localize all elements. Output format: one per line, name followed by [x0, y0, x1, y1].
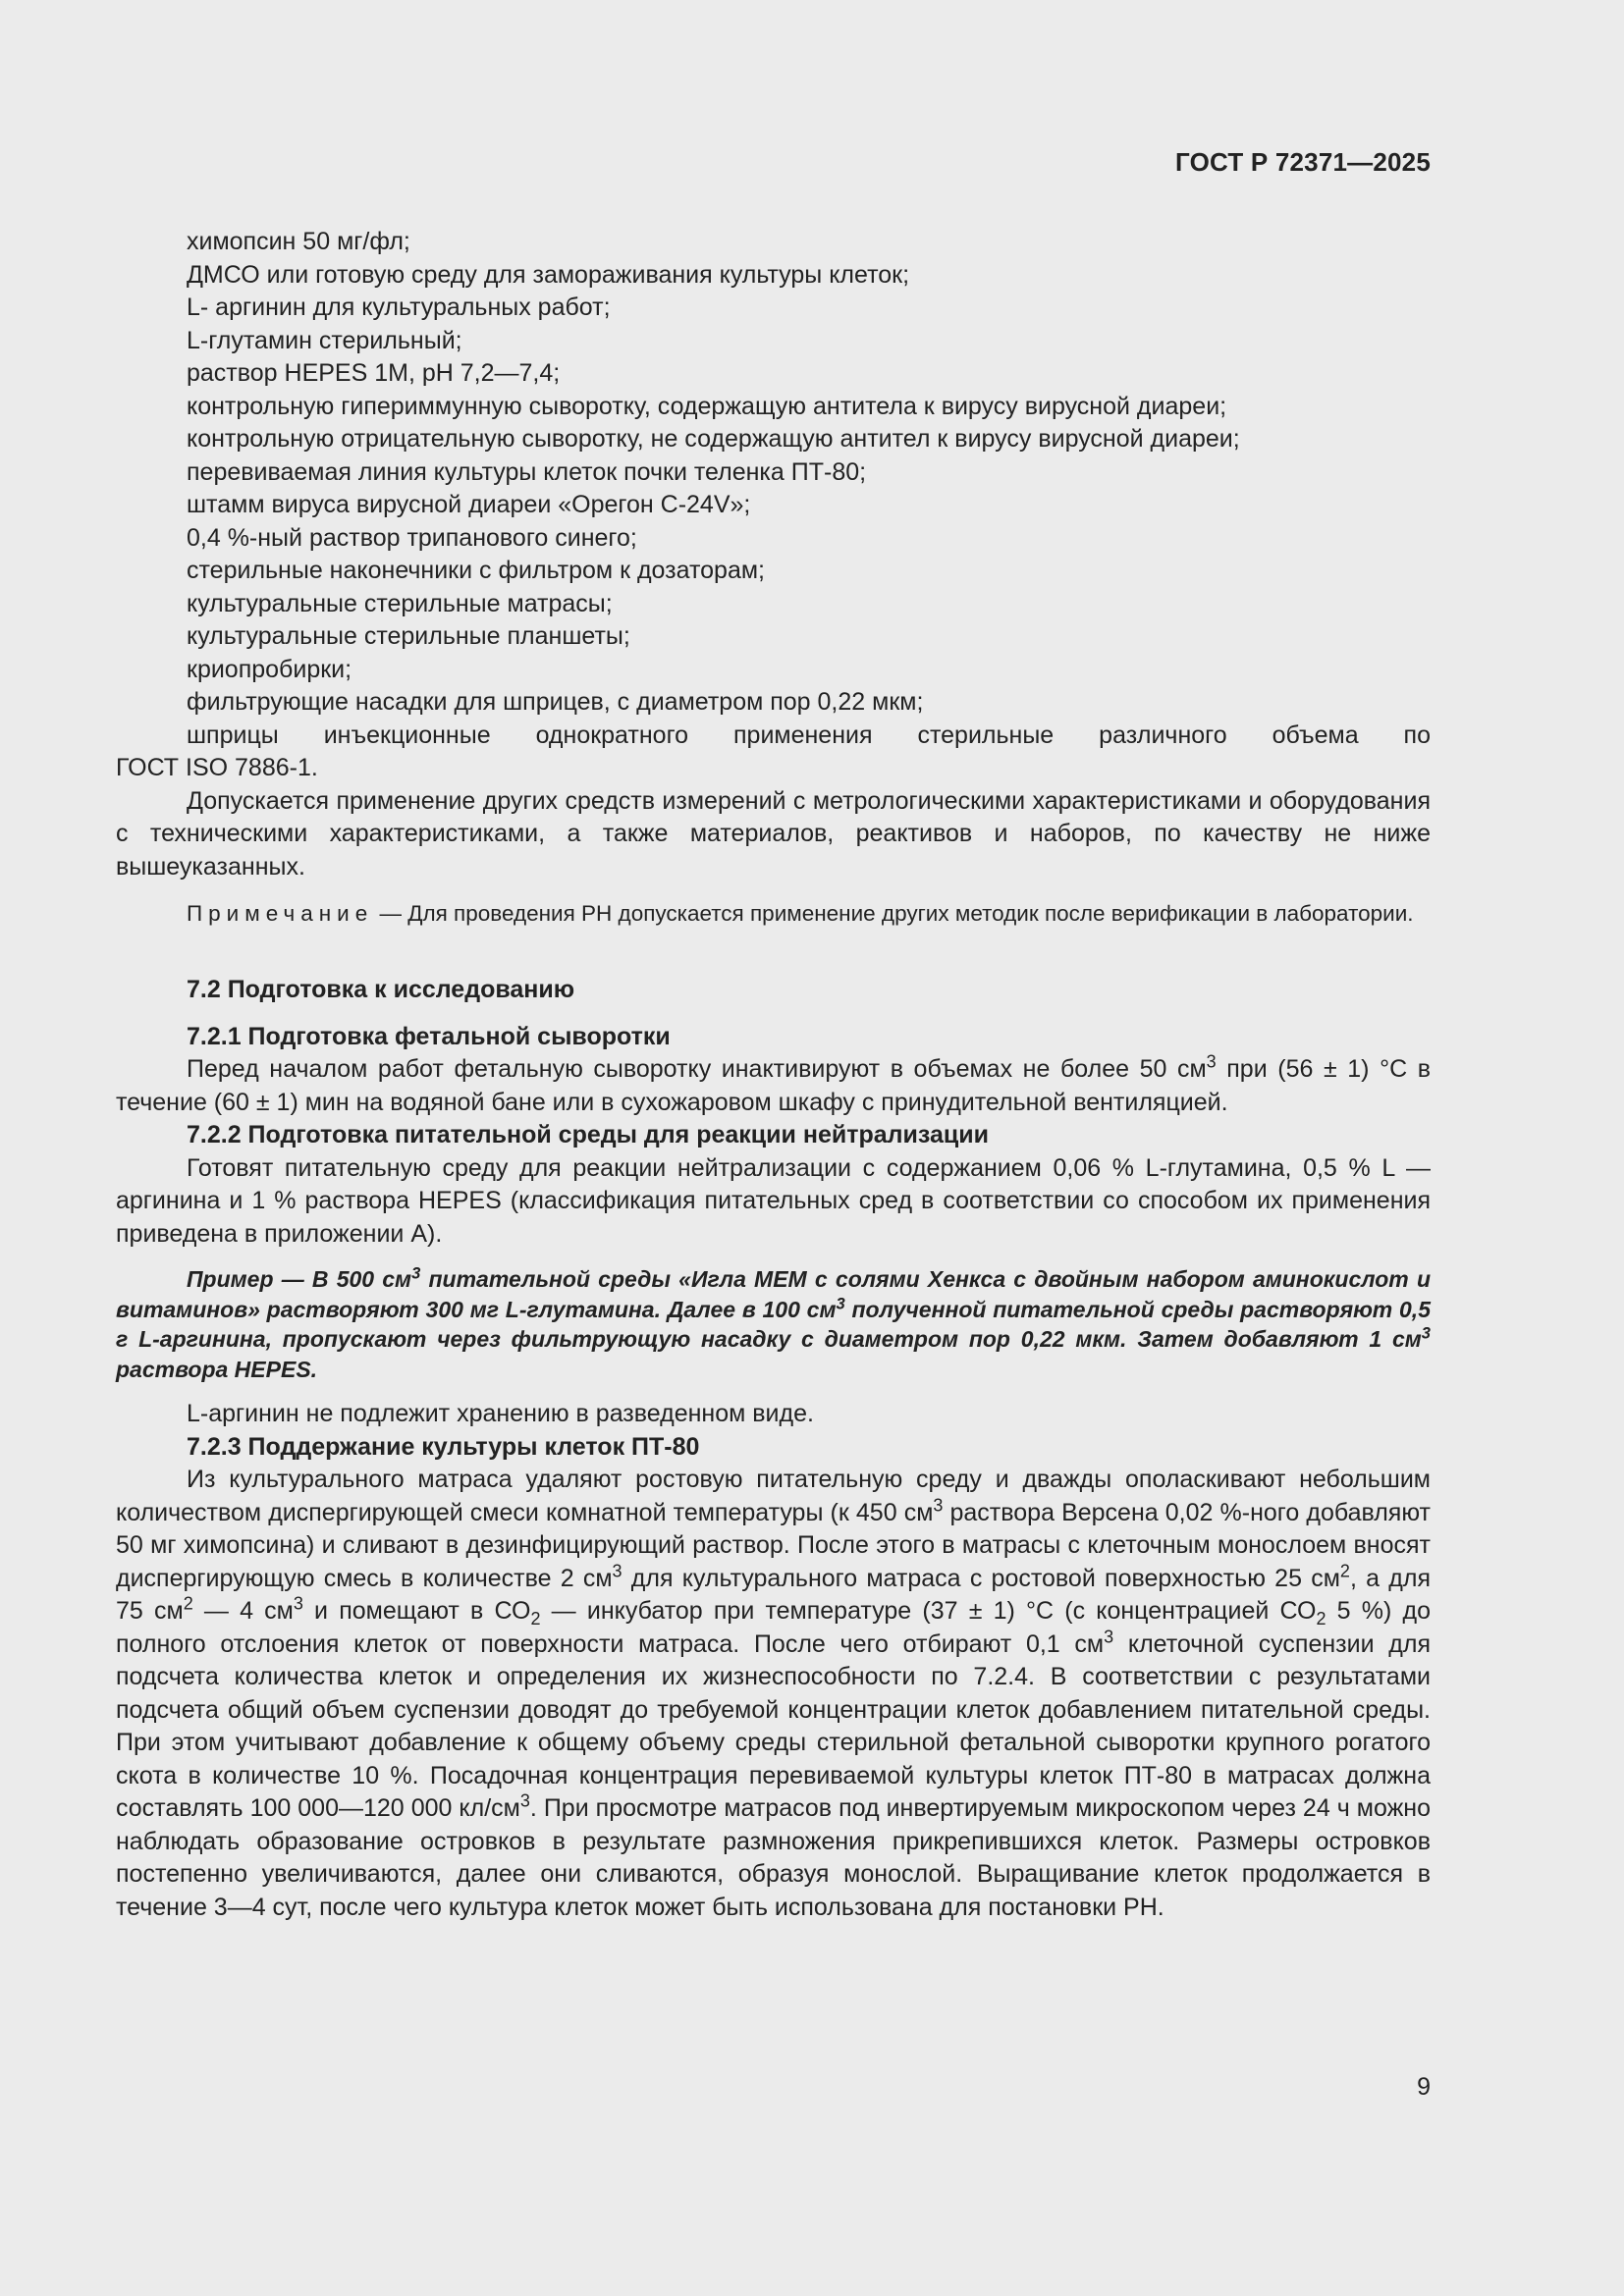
list-item: ДМСО или готовую среду для замораживания культуры клеток; — [187, 260, 910, 289]
allowance-paragraph: Допускается применение других средств измерений с метрологическими характеристиками и оборудования с техническими характеристиками, а также материалов, реактивов и наборов, по качеству не ниже вышеуказанных. — [116, 786, 1431, 881]
list-item: 0,4 %-ный раствор трипанового синего; — [187, 523, 637, 552]
list-item: фильтрующие насадки для шприцев, с диаметром пор 0,22 мкм; — [187, 688, 924, 716]
section-7-2-1-paragraph: Перед началом работ фетальную сыворотку инактивируют в объемах не более 50 $см^3$ при (56 ± 1) °С в течение (60 ± 1) мин на водяной бане или в сухожаровом шкафу с принудительной вентиляцией. — [116, 1051, 1431, 1116]
page-content — [116, 226, 1431, 1924]
materials-list — [116, 226, 1431, 785]
note-text: — Для проведения РН допускается применение других методик после верификации в лаборатории. — [379, 901, 1414, 926]
list-item: L- аргинин для культуральных работ; — [187, 294, 611, 321]
list-item: криопробирки; — [187, 655, 352, 683]
section-heading-7-2: 7.2 Подготовка к исследованию — [187, 976, 575, 1003]
section-heading-7-2-1: 7.2.1 Подготовка фетальной сыворотки — [187, 1022, 671, 1050]
document-id-header: ГОСТ Р 72371—2025 — [1175, 147, 1431, 177]
arginine-note: L-аргинин не подлежит хранению в разведенном виде. — [187, 1400, 814, 1427]
list-item-syringes-standard: ГОСТ ISO 7886-1. — [116, 754, 318, 781]
section-heading-7-2-2: 7.2.2 Подготовка питательной среды для реакции нейтрализации — [187, 1121, 989, 1148]
list-item-syringes: шприцы инъекционные однократного применения стерильные различного объема по — [187, 721, 1431, 749]
list-item: культуральные стерильные планшеты; — [187, 622, 630, 650]
section-7-2-3-paragraph: Из культурального матраса удаляют ростовую питательную среду и дважды ополаскивают небольшим количеством диспергирующей смеси комнатной температуры (к 450 $см^3$ раствора Версена 0,02 %-ного добавляют 50 мг химопсина) и сливают в дезинфицирующий раствор. После этого в матрасы с клеточным монослоем вносят диспергирующую смесь в количестве 2 $см^3$ для культурального матраса с ростовой поверхностью 25 $см^2$, а для 75 $см^2$ — 4 $см^3$ и помещают в $СО_2$ — инкубатор при температуре (37 ± 1) °С (с концентрацией $СО_2$ 5 %) до полного отслоения клеток от поверхности матраса. После чего отбирают 0,1 $см^3$ клеточной суспензии для подсчета количества клеток и определения их жизнеспособности по 7.2.4. В соответствии с результатами подсчета общий объем суспензии доводят до требуемой концентрации клеток добавлением питательной среды. При этом учитывают добавление к общему объему среды стерильной фетальной сыворотки крупного рогатого скота в количестве 10 %. Посадочная концентрация перевиваемой культуры клеток ПТ-80 в матрасах должна составлять 100 000—120 000 $кл/см^3$. При просмотре матрасов под инвертируемым микроскопом через 24 ч можно наблюдать образование островков в результате размножения прикрепившихся клеток. Размеры островков постепенно увеличиваются, далее они сливаются, образуя монослой. Выращивание клеток продолжается в течение 3—4 сут, после чего культура клеток может быть использована для постановки РН. — [116, 1466, 1432, 1921]
example-block: Пример — В 500 $см^3$ питательной среды «Игла MEM с солями Хенкса с двойным набором аминокислот и витаминов» растворяют 300 мг L-глутамина. Далее в 100 $см^3$ полученной питательной среды растворяют 0,5 г L-аргинина, пропускают через фильтрующую насадку с диаметром пор 0,22 мкм. Затем добавляют 1 $см^3$ раствора HEPES. — [116, 1263, 1431, 1382]
page-number: 9 — [1417, 2073, 1431, 2101]
section-7-2-2-paragraph: Готовят питательную среду для реакции нейтрализации с содержанием 0,06 % L-глутамина, 0,5 % L — аргинина и 1 % раствора HEPES (классификация питательных сред в соответствии со способом их применения приведена в приложении А). — [116, 1153, 1431, 1248]
list-item: контрольную отрицательную сыворотку, не содержащую антител к вирусу вирусной диареи; — [187, 425, 1240, 453]
list-item: стерильные наконечники с фильтром к дозаторам; — [187, 557, 765, 584]
list-item: перевиваемая линия культуры клеток почки теленка ПТ-80; — [187, 457, 867, 486]
list-item: культуральные стерильные матрасы; — [187, 589, 613, 617]
note-label: Примечание — [187, 901, 374, 926]
list-item: химопсин 50 мг/фл; — [187, 228, 410, 255]
list-item: раствор HEPES 1M, pH 7,2—7,4; — [187, 359, 561, 387]
list-item: штамм вируса вирусной диареи «Орегон С-24V»; — [187, 491, 751, 518]
note — [116, 899, 1431, 929]
list-item: L-глутамин стерильный; — [187, 326, 462, 354]
list-item: контрольную гипериммунную сыворотку, содержащую антитела к вирусу вирусной диареи; — [187, 392, 1227, 420]
section-heading-7-2-3: 7.2.3 Поддержание культуры клеток ПТ-80 — [187, 1432, 700, 1461]
